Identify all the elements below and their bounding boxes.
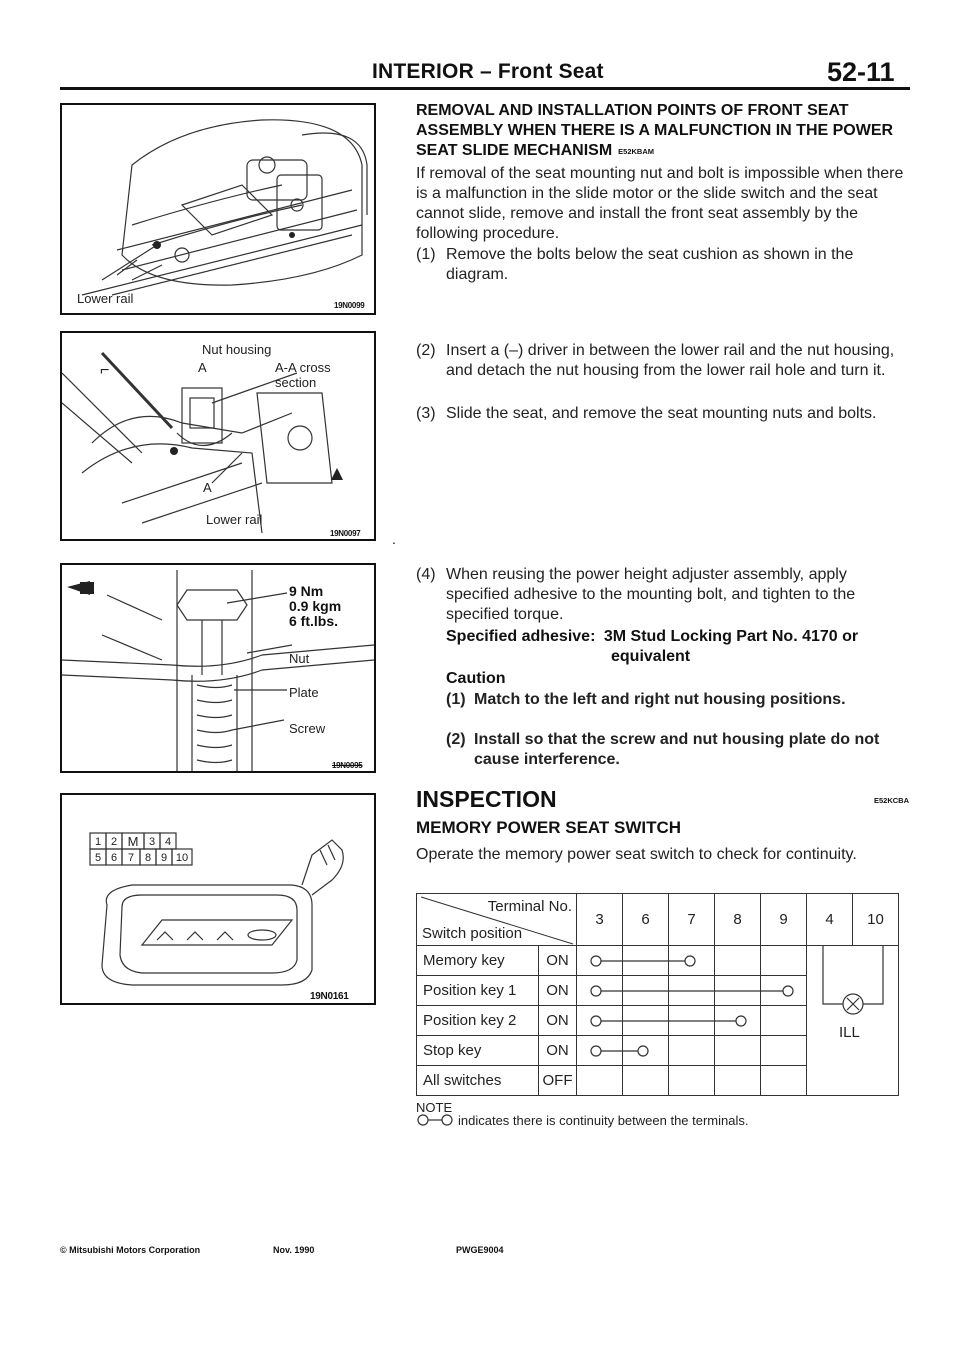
adhesive-label: Specified adhesive: (446, 628, 596, 645)
terminal-6: 6 (623, 894, 669, 946)
figure-code: 19N0099 (334, 301, 365, 310)
figure-memory-switch (60, 793, 376, 1005)
section-marker-a-top: A (198, 360, 207, 375)
ill-label: ILL (839, 1024, 860, 1041)
row-key: Stop key (417, 1036, 539, 1066)
terminal-7: 7 (669, 894, 715, 946)
step-4 (416, 565, 908, 625)
step-number: (3) (416, 405, 436, 422)
step-text: Remove the bolts below the seat cushion as shown in the diagram. (446, 246, 854, 283)
section-label-line2: section (275, 375, 317, 390)
figure-nut-housing (60, 331, 376, 541)
svg-text:⌐: ⌐ (100, 362, 110, 379)
terminal-9: 9 (761, 894, 807, 946)
step-number: (1) (416, 246, 436, 263)
illumination-cell (807, 946, 899, 1096)
step-2 (416, 341, 908, 381)
plate-label: Plate (289, 685, 319, 700)
nut-label: Nut (289, 651, 310, 666)
step-text: Insert a (–) driver in between the lower rail and the nut housing, and detach the nut housing from the lower rail hole and turn it. (446, 342, 895, 379)
caution-2 (446, 730, 908, 770)
section-code: E52KBAM (618, 147, 654, 156)
caution-1 (446, 690, 908, 710)
terminal-3: 3 (577, 894, 623, 946)
note-node (442, 1115, 452, 1125)
row-state: ON (539, 946, 577, 976)
terminal-10: 10 (853, 894, 899, 946)
section-marker-a-bottom: A (203, 480, 212, 495)
inspection-intro: Operate the memory power seat switch to check for continuity. (416, 846, 857, 863)
pin-9: 9 (160, 852, 168, 864)
caution-text: Install so that the screw and nut housing plate do not cause interference. (474, 731, 880, 768)
pin-1: 1 (94, 836, 102, 848)
row-key: Memory key (417, 946, 539, 976)
pin-4: 4 (164, 836, 172, 848)
pin-5: 5 (94, 852, 102, 864)
margin-dot: . (392, 531, 396, 547)
lower-rail-label: Lower rail (206, 512, 263, 527)
nut-housing-label: Nut housing (202, 342, 272, 357)
figure-bolt-torque (60, 563, 376, 773)
adhesive-value-2: equivalent (611, 648, 691, 665)
inspection-title: INSPECTION (416, 786, 557, 812)
row-state: OFF (539, 1066, 577, 1096)
switch-position-label: Switch position (422, 925, 523, 942)
terminal-4: 4 (807, 894, 853, 946)
pin-2: 2 (110, 836, 118, 848)
seat-assembly-illustration (62, 105, 374, 313)
section-label-line1: A-A cross (275, 360, 331, 375)
illumination-lamp-icon (807, 946, 899, 1096)
caution-title: Caution (446, 670, 506, 687)
adhesive-value: 3M Stud Locking Part No. 4170 or (603, 628, 859, 645)
specified-adhesive (446, 627, 911, 667)
bolt-plate-illustration (62, 565, 374, 771)
torque-ftlbs: 6 ft.lbs. (289, 613, 339, 629)
row-state: ON (539, 1006, 577, 1036)
pin-7: 7 (127, 852, 135, 864)
memory-switch-heading: MEMORY POWER SEAT SWITCH (416, 818, 682, 837)
note-title: NOTE (416, 1100, 453, 1115)
memory-switch-illustration (62, 795, 374, 1003)
inspection-heading (416, 786, 911, 813)
pin-8: 8 (144, 852, 152, 864)
inspection-code: E52KCBA (873, 796, 909, 805)
pin-3: 3 (148, 836, 156, 848)
note-node (418, 1115, 428, 1125)
caution-text: Match to the left and right nut housing positions. (474, 691, 846, 708)
row-key: Position key 1 (417, 976, 539, 1006)
row-state: ON (539, 1036, 577, 1066)
screw-label: Screw (289, 721, 326, 736)
table-row (417, 946, 899, 976)
figure-code: 19N0161 (310, 991, 349, 1002)
figure-code: 19N0095 (332, 761, 363, 770)
step-text: When reusing the power height adjuster assembly, apply specified adhesive to the mounting bolt, and tighten to the specified torque. (446, 566, 856, 623)
pin-10: 10 (175, 852, 189, 864)
step-number: (4) (416, 566, 436, 583)
terminal-8: 8 (715, 894, 761, 946)
step-3 (416, 404, 908, 424)
header-rule (60, 87, 910, 90)
row-key: Position key 2 (417, 1006, 539, 1036)
footer-date: Nov. 1990 (273, 1245, 315, 1255)
section-heading-removal (416, 101, 911, 162)
torque-nm: 9 Nm (289, 583, 324, 599)
torque-kgm: 0.9 kgm (289, 598, 342, 614)
terminal-no-label: Terminal No. (487, 898, 572, 915)
section-heading-text: REMOVAL AND INSTALLATION POINTS OF FRONT SEAT ASSEMBLY WHEN THERE IS A MALFUNCTION IN THE POWER SEAT SLIDE MECHANISM (416, 102, 894, 159)
row-state: ON (539, 976, 577, 1006)
footer-doc-id: PWGE9004 (456, 1245, 504, 1255)
page-number: 52-11 (827, 57, 895, 87)
row-key: All switches (417, 1066, 539, 1096)
table-corner (417, 894, 577, 946)
step-text: Slide the seat, and remove the seat mounting nuts and bolts. (446, 405, 877, 422)
figure-code: 19N0097 (330, 529, 361, 538)
lower-rail-label: Lower rail (77, 291, 134, 306)
step-number: (2) (416, 342, 436, 359)
figure-seat-lower-rail (60, 103, 376, 315)
continuity-table (416, 893, 899, 1096)
step-1 (416, 245, 908, 285)
caution-number: (1) (446, 691, 466, 708)
pin-m: M (127, 834, 139, 849)
footer-copyright: © Mitsubishi Motors Corporation (60, 1245, 201, 1255)
page-title: INTERIOR – Front Seat (372, 60, 604, 83)
note-text: indicates there is continuity between the terminals. (458, 1113, 749, 1128)
caution-number: (2) (446, 731, 466, 748)
section-intro: If removal of the seat mounting nut and bolt is impossible when there is a malfunction in the slide motor or the slide switch and the seat cannot slide, remove and install the front seat assembly by the following procedure. (416, 165, 904, 242)
pin-6: 6 (110, 852, 118, 864)
